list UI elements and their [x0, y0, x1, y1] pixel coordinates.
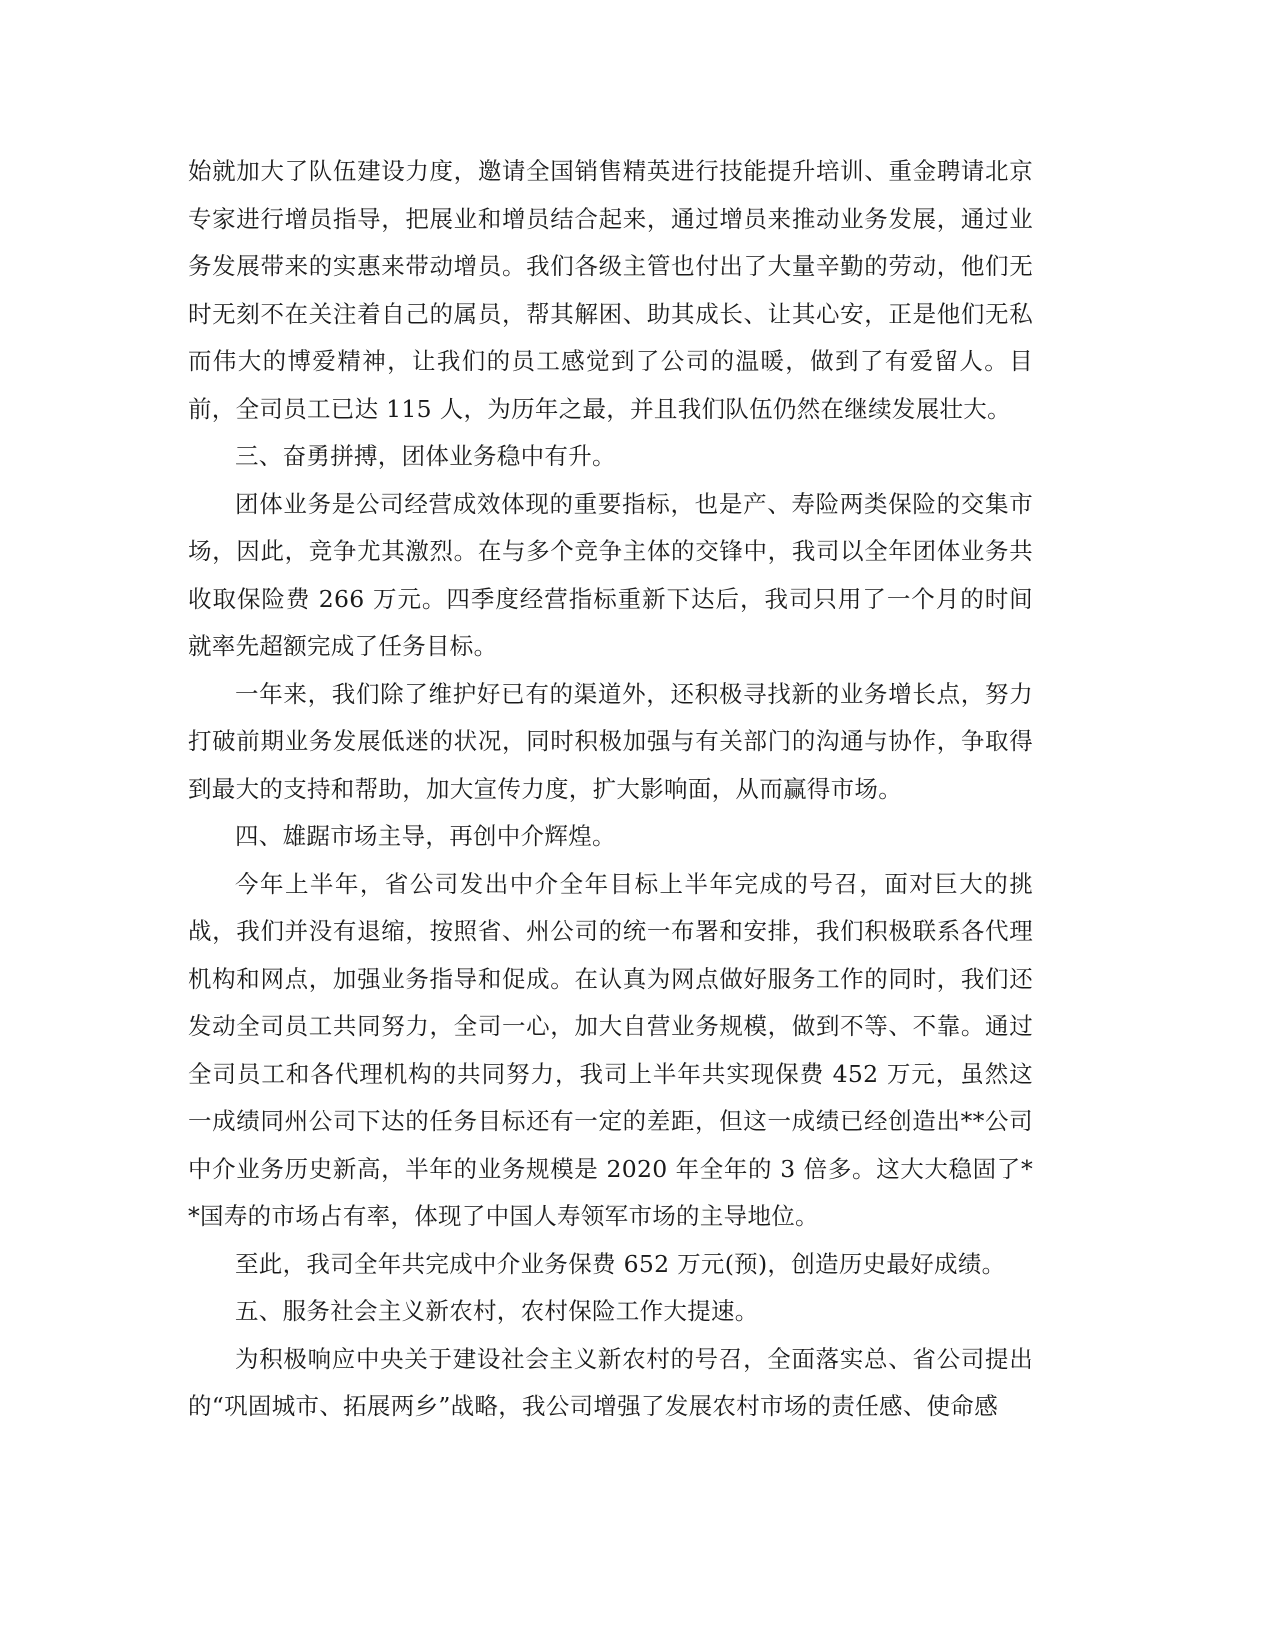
- section-heading-intermediary: 四、雄踞市场主导，再创中介辉煌。: [235, 822, 616, 850]
- paragraph-team-building: 始就加大了队伍建设力度，邀请全国销售精英进行技能提升培训、重金聘请北京专家进行增员指导，把展业和增员结合起来，通过增员来推动业务发展，通过业务发展带来的实惠来带动增员。我们各级主管也付出了大量辛勤的劳动，他们无时无刻不在关注着自己的属员，帮其解困、助其成长、让其心安，正是他们无私而伟大的博爱精神，让我们的员工感觉到了公司的温暖，做到了有爱留人。目前，全司员工已达 115 人，为历年之最，并且我们队伍仍然在继续发展壮大。: [188, 157, 1033, 423]
- paragraph-intermediary: 今年上半年，省公司发出中介全年目标上半年完成的号召，面对巨大的挑战，我们并没有退缩，按照省、州公司的统一布署和安排，我们积极联系各代理机构和网点，加强业务指导和促成。在认真为网点做好服务工作的同时，我们还发动全司员工共同努力，全司一心，加大自营业务规模，做到不等、不靠。通过全司员工和各代理机构的共同努力，我司上半年共实现保费 452 万元，虽然这一成绩同州公司下达的任务目标还有一定的差距，但这一成绩已经创造出**公司中介业务历史新高，半年的业务规模是 2020 年全年的 3 倍多。这大大稳固了**国寿的市场占有率，体现了中国人寿领军市场的主导地位。: [188, 869, 1033, 1230]
- section-heading-rural: 五、服务社会主义新农村，农村保险工作大提速。: [235, 1297, 759, 1325]
- paragraph-channel-growth: 一年来，我们除了维护好已有的渠道外，还积极寻找新的业务增长点，努力打破前期业务发展低迷的状况，同时积极加强与有关部门的沟通与协作，争取得到最大的支持和帮助，加大宣传力度，扩大影响面，从而赢得市场。: [188, 679, 1033, 803]
- paragraph-group-business: 团体业务是公司经营成效体现的重要指标，也是产、寿险两类保险的交集市场，因此，竞争尤其激烈。在与多个竞争主体的交锋中，我司以全年团体业务共收取保险费 266 万元。四季度经营指标重新下达后，我司只用了一个月的时间就率先超额完成了任务目标。: [188, 489, 1033, 660]
- document-body: [188, 148, 1033, 1431]
- paragraph-annual-summary: 至此，我司全年共完成中介业务保费 652 万元(预)，创造历史最好成绩。: [235, 1249, 1006, 1278]
- section-heading-group-business: 三、奋勇拼搏，团体业务稳中有升。: [235, 442, 616, 470]
- paragraph-rural: 为积极响应中央关于建设社会主义新农村的号召，全面落实总、省公司提出的“巩固城市、拓展两乡”战略，我公司增强了发展农村市场的责任感、使命感: [188, 1344, 1033, 1420]
